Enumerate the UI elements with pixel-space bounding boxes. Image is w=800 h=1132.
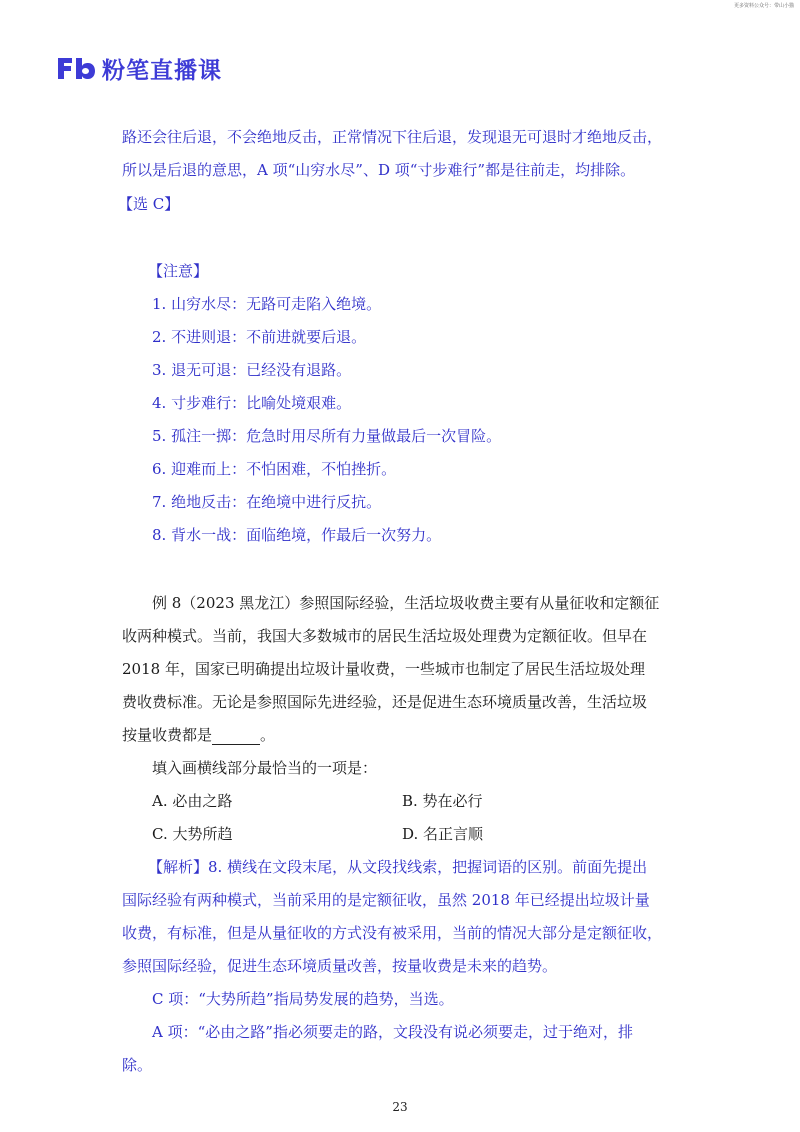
- question-line: 例 8（2023 黑龙江）参照国际经验，生活垃圾收费主要有从量征收和定额征: [152, 594, 660, 612]
- answer-blank: [212, 730, 260, 745]
- solution-line: 国际经验有两种模式，当前采用的是定额征收，虽然 2018 年已经提出垃圾计量: [122, 891, 650, 909]
- question-line: 2018 年，国家已明确提出垃圾计量收费，一些城市也制定了居民生活垃圾处理: [122, 660, 645, 678]
- question-line: 收两种模式。当前，我国大多数城市的居民生活垃圾处理费为定额征收。但早在: [122, 627, 648, 645]
- note-item: 2. 不进则退：不前进就要后退。: [152, 328, 367, 346]
- top-note: 更多资料公众号：带山小猫: [733, 3, 794, 9]
- option-a: A. 必由之路: [152, 792, 233, 810]
- note-item: 1. 山穷水尽：无路可走陷入绝境。: [152, 295, 382, 313]
- solution-option-a-cont: 除。: [122, 1056, 153, 1074]
- note-item: 7. 绝地反击：在绝境中进行反抗。: [152, 493, 382, 511]
- note-item: 5. 孤注一掷：危急时用尽所有力量做最后一次冒险。: [152, 427, 502, 445]
- note-item: 4. 寸步难行：比喻处境艰难。: [152, 394, 352, 412]
- question-line-last: [122, 725, 692, 745]
- page-number: 23: [392, 1100, 408, 1114]
- note-item: 8. 背水一战：面临绝境，作最后一次努力。: [152, 526, 442, 544]
- notes-title: 【注意】: [148, 262, 209, 280]
- solution-line: 收费，有标准，但是从量征收的方式没有被采用，当前的情况大部分是定额征收，: [122, 924, 663, 942]
- analysis-line: 路还会往后退，不会绝地反击，正常情况下往后退，发现退无可退时才绝地反击，: [122, 128, 663, 146]
- question-text: 按量收费都是: [122, 726, 213, 744]
- question-prompt: 填入画横线部分最恰当的一项是：: [152, 759, 378, 777]
- note-item: 6. 迎难而上：不怕困难，不怕挫折。: [152, 460, 397, 478]
- answer-line: 【选 C】: [118, 195, 180, 213]
- question-text-end: 。: [260, 726, 276, 744]
- brand-logo: [56, 54, 222, 82]
- solution-line: 参照国际经验，促进生态环境质量改善，按量收费是未来的趋势。: [122, 957, 558, 975]
- analysis-line: 所以是后退的意思，A 项“山穷水尽”、D 项“寸步难行”都是往前走，均排除。: [122, 161, 636, 179]
- option-c: C. 大势所趋: [152, 825, 233, 843]
- solution-option-c: C 项：“大势所趋”指局势发展的趋势，当选。: [152, 990, 454, 1008]
- fb-logo-icon: [56, 54, 96, 82]
- brand-name: 粉笔直播课: [102, 57, 222, 84]
- solution-option-a: A 项：“必由之路”指必须要走的路，文段没有说必须要走，过于绝对，排: [152, 1023, 633, 1041]
- solution-line: 【解析】8. 横线在文段末尾，从文段找线索，把握词语的区别。前面先提出: [148, 858, 648, 876]
- note-item: 3. 退无可退：已经没有退路。: [152, 361, 352, 379]
- question-line: 费收费标准。无论是参照国际先进经验，还是促进生态环境质量改善，生活垃圾: [122, 693, 648, 711]
- option-b: B. 势在必行: [402, 792, 483, 810]
- option-d: D. 名正言顺: [402, 825, 484, 843]
